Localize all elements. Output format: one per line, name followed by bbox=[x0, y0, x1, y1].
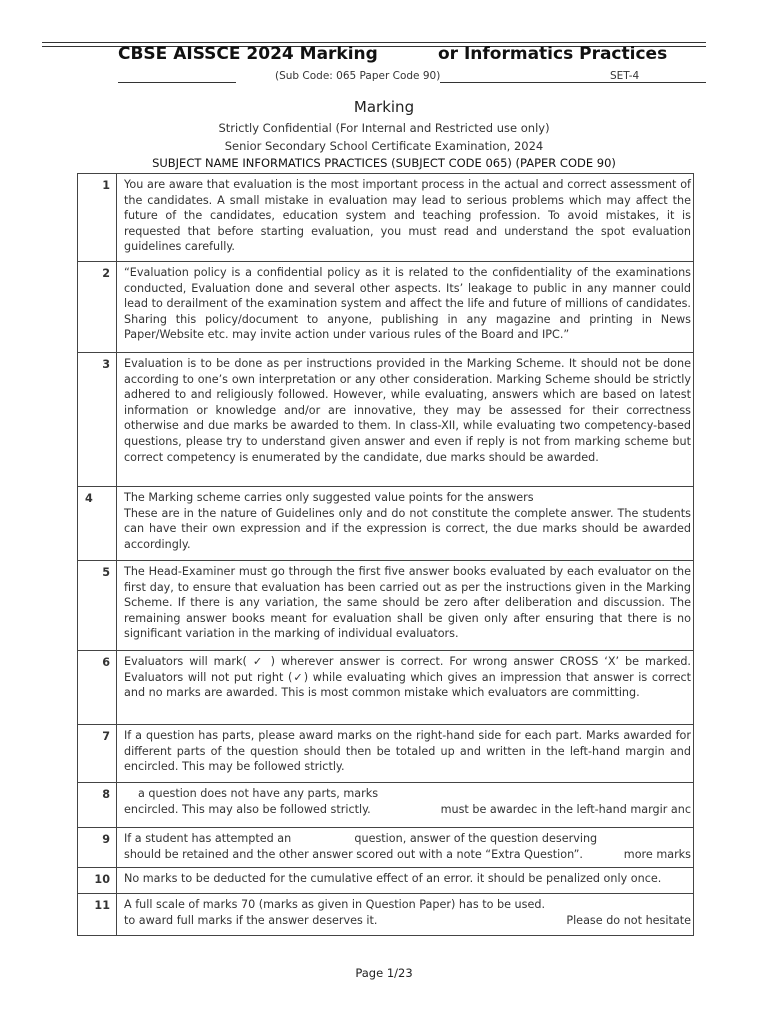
row-number: 2 bbox=[78, 262, 117, 353]
row-text: encircled. This may also be followed strictly. bbox=[124, 802, 371, 816]
table-row bbox=[78, 828, 694, 868]
row-number: 3 bbox=[78, 353, 117, 487]
row-text: Evaluators will mark( ✓ ) wherever answer is correct. For wrong answer CROSS ‘X’ be marked. Evaluators will not put right (✓) while evaluating which gives an impression that answer is correct and no marks are awarded. This is most common mistake which evaluators are committing. bbox=[117, 651, 694, 725]
header-title-left: CBSE AISSCE 2024 Marking bbox=[118, 44, 378, 64]
row-text: A full scale of marks 70 (marks as given in Question Paper) has to be used. bbox=[124, 898, 545, 911]
row-text: The Head-Examiner must go through the first five answer books evaluated by each evaluator on the first day, to ensure that evaluation has been carried out as per the instructions given in the Marking Scheme. If there is any variation, the same should be zero after deliberation and discussion. The remaining answer books meant for evaluation shall be given only after ensuring that there is no significant variation in the marking of individual evaluators. bbox=[117, 561, 694, 651]
row-text: If a question has parts, please award marks on the right-hand side for each part. Marks awarded for different parts of the question should then be totaled up and written in the left-hand margin and encircled. This may be followed strictly. bbox=[117, 725, 694, 783]
table-row bbox=[78, 783, 694, 828]
table-row bbox=[78, 262, 694, 353]
table-row bbox=[78, 894, 694, 936]
row-number: 1 bbox=[78, 174, 117, 262]
intro-line-2: Senior Secondary School Certificate Examination, 2024 bbox=[224, 139, 544, 153]
row-text: “Evaluation policy is a confidential policy as it is related to the confidentiality of the examinations conducted, Evaluation done and several other aspects. Its’ leakage to public in any manner could lead to derailment of the examination system and affect the life and future of millions of candidates. Sharing this policy/document to anyone, publishing in any magazine and printing in News Paper/Website etc. may invite action under various rules of the Board and IPC.” bbox=[117, 262, 694, 353]
row-number: 9 bbox=[78, 828, 117, 868]
header-underline-left bbox=[118, 82, 236, 83]
instructions-table bbox=[77, 173, 694, 936]
row-number: 8 bbox=[78, 783, 117, 828]
header-set: SET-4 bbox=[610, 70, 640, 82]
row-text: No marks to be deducted for the cumulative effect of an error. bbox=[124, 872, 474, 885]
top-rule bbox=[42, 42, 706, 43]
row-text: You are aware that evaluation is the most important process in the actual and correct assessment of the candidates. A small mistake in evaluation may lead to serious problems which may affect the future of the candidates, education system and teaching profession. To avoid mistakes, it is requested that before starting evaluation, you must read and understand the spot evaluation guidelines carefully. bbox=[117, 174, 694, 262]
table-row bbox=[78, 174, 694, 262]
row-number: 7 bbox=[78, 725, 117, 783]
row-number: 5 bbox=[78, 561, 117, 651]
row-text: to award full marks if the answer deserves it. bbox=[124, 913, 378, 927]
row-text: Please do not hesitate bbox=[566, 913, 691, 927]
header-underline-right bbox=[440, 82, 706, 83]
intro-line-1: Strictly Confidential (For Internal and Restricted use only) bbox=[218, 121, 550, 135]
intro-line-3: SUBJECT NAME INFORMATICS PRACTICES (SUBJECT CODE 065) (PAPER CODE 90) bbox=[152, 156, 616, 170]
row-number: 11 bbox=[78, 894, 117, 936]
row-text: a question does not have any parts, marks bbox=[138, 787, 379, 800]
row-number: 4 bbox=[78, 487, 117, 561]
intro-heading: Marking bbox=[353, 98, 415, 116]
table-row bbox=[78, 651, 694, 725]
table-row bbox=[78, 868, 694, 894]
table-row bbox=[78, 353, 694, 487]
row-text: The Marking scheme carries only suggested value points for the answers bbox=[124, 491, 534, 504]
row-text: question, answer of the question deserving bbox=[354, 832, 598, 845]
table-row bbox=[78, 487, 694, 561]
header-title-right: or Informatics Practices bbox=[438, 44, 668, 64]
row-text: These are in the nature of Guidelines only and do not constitute the complete answer. The students can have their own expression and if the expression is correct, the due marks should be awarded accordingly. bbox=[124, 506, 691, 551]
row-number: 6 bbox=[78, 651, 117, 725]
row-text: more marks bbox=[623, 847, 691, 861]
header-sub-code: (Sub Code: 065 Paper Code 90) bbox=[275, 70, 441, 82]
page-number: Page 1/23 bbox=[355, 966, 413, 980]
table-row bbox=[78, 725, 694, 783]
row-text: it should be penalized only once. bbox=[476, 872, 662, 885]
row-text: must be awardec in the left-hand margir anc bbox=[440, 802, 691, 816]
row-text: should be retained and the other answer scored out with a note “Extra Question”. bbox=[124, 847, 583, 861]
row-number: 10 bbox=[78, 868, 117, 894]
row-text: Evaluation is to be done as per instructions provided in the Marking Scheme. It should not be done according to one’s own interpretation or any other consideration. Marking Scheme should be strictly adhered to and religiously followed. However, while evaluating, answers which are based on latest information or knowledge and/or are innovative, they may be assessed for their correctness otherwise and due marks be awarded to them. In class-XII, while evaluating two competency-based questions, please try to understand given answer and even if reply is not from marking scheme but correct competency is enumerated by the candidate, due marks should be awarded. bbox=[117, 353, 694, 487]
row-text: If a student has attempted an bbox=[124, 832, 292, 845]
table-row bbox=[78, 561, 694, 651]
